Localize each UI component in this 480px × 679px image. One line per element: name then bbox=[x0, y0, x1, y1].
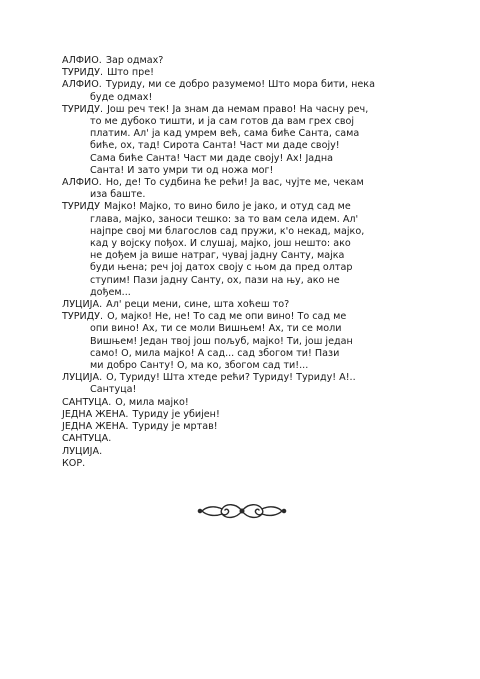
dialogue-line bbox=[62, 421, 424, 433]
dialogue-line bbox=[62, 311, 424, 323]
dialogue-line bbox=[62, 446, 424, 458]
speech-line: Санта! И зато умри ти од ножа мог! bbox=[90, 164, 274, 176]
speech-line: Туриду, ми се добро разумемо! Што мора бити, нека bbox=[105, 79, 375, 91]
dialogue-line bbox=[62, 177, 424, 189]
dialogue-line bbox=[62, 458, 424, 470]
speech-line: буди њена; реч јој датох своју с њом да пред олтар bbox=[90, 262, 353, 274]
speaker-name: САНТУЦА. bbox=[62, 396, 112, 408]
dialogue-line bbox=[62, 299, 424, 311]
speaker-name: ЛУЦИЈА. bbox=[62, 445, 103, 457]
speech-line: Туриду је мртав! bbox=[132, 421, 218, 433]
speech-line: опи вино! Ах, ти се моли Вишњем! Ах, ти се моли bbox=[90, 323, 342, 335]
speech-line: Зар одмах? bbox=[105, 55, 164, 66]
dialogue-entry bbox=[62, 79, 424, 103]
dialogue-entry bbox=[62, 104, 424, 177]
dialogue-entry bbox=[62, 67, 424, 79]
dialogue-line bbox=[62, 372, 424, 384]
speech-line: Вишњем! Један твој још пољуб, мајко! Ти, још један bbox=[90, 335, 353, 347]
speech-line: Туриду је убијен! bbox=[132, 408, 220, 420]
dialogue-line bbox=[62, 104, 424, 116]
dialogue-entry bbox=[62, 177, 424, 201]
speech-line: не дођем ја више натраг, чувај јадну Санту, мајка bbox=[90, 250, 345, 262]
dialogue-line bbox=[62, 397, 424, 409]
speech-line: О, мајко! Не, не! То сад ме опи вино! То сад ме bbox=[107, 311, 347, 323]
speech-line: иза баште. bbox=[90, 189, 146, 201]
dialogue-line bbox=[62, 67, 424, 79]
dialogue-entry bbox=[62, 201, 424, 299]
speech-line: дођем... bbox=[90, 286, 131, 298]
dialogue-entry bbox=[62, 433, 424, 445]
speaker-name: ТУРИДУ bbox=[62, 201, 101, 213]
dialogue-entry bbox=[62, 446, 424, 458]
dialogue-entry bbox=[62, 409, 424, 421]
speaker-name: ТУРИДУ. bbox=[62, 67, 104, 79]
dialogue-line bbox=[62, 409, 424, 421]
decorative-ornament-icon bbox=[196, 500, 288, 522]
dialogue-entry bbox=[62, 458, 424, 470]
speech-line: Сама биће Санта! Част ми даде своју! Ах! Јадна bbox=[90, 152, 333, 164]
speech-line: кад у војску пођох. И слушај, мајко, још нешто: ако bbox=[90, 238, 351, 250]
speaker-name: ЛУЦИЈА. bbox=[62, 299, 103, 311]
speaker-name: ЈЕДНА ЖЕНА. bbox=[62, 421, 129, 433]
speech-line: Ал' реци мени, сине, шта хоћеш то? bbox=[106, 299, 290, 311]
dialogue-entry bbox=[62, 55, 424, 67]
speech-line: Сантуца! bbox=[90, 384, 137, 396]
speaker-name: ТУРИДУ. bbox=[62, 103, 104, 115]
script-text bbox=[62, 55, 424, 470]
dialogue-entry bbox=[62, 372, 424, 396]
dialogue-line bbox=[62, 79, 424, 91]
dialogue-line bbox=[62, 433, 424, 445]
speaker-name: КОР. bbox=[62, 457, 86, 469]
dialogue-entry bbox=[62, 311, 424, 372]
speaker-name: ТУРИДУ. bbox=[62, 311, 104, 323]
dialogue-line bbox=[62, 201, 424, 213]
speech-line: О, мила мајко! bbox=[115, 396, 189, 408]
speech-line: буде одмах! bbox=[90, 91, 153, 103]
speaker-name: ЈЕДНА ЖЕНА. bbox=[62, 408, 129, 420]
speech-line: Но, де! То судбина ће рећи! Ја вас, чујте ме, чекам bbox=[105, 177, 364, 189]
dialogue-entry bbox=[62, 421, 424, 433]
speech-line: то ме дубоко тишти, и ја сам готов да вам грех свој bbox=[90, 116, 355, 128]
dialogue-entry bbox=[62, 397, 424, 409]
speech-line: само! О, мила мајко! А сад... сад збогом ти! Пази bbox=[90, 347, 340, 359]
speech-line: О, Туриду! Шта хтеде рећи? Туриду! Туриду! А!.. bbox=[106, 372, 356, 384]
speech-line: Још реч тек! Ја знам да немам право! На часну реч, bbox=[107, 103, 369, 115]
dialogue-entry bbox=[62, 299, 424, 311]
speech-line: платим. Ал' ја кад умрем већ, сама биће Санта, сама bbox=[90, 128, 360, 140]
speaker-name: АЛФИО. bbox=[62, 79, 102, 91]
speech-line: Мајко! Мајко, то вино било је јако, и отуд сад ме bbox=[104, 201, 351, 213]
speech-line: Што пре! bbox=[107, 67, 154, 79]
dialogue-line bbox=[62, 55, 424, 67]
speech-line: најпре свој ми благослов сад пружи, к'о некад, мајко, bbox=[90, 225, 365, 237]
speaker-name: ЛУЦИЈА. bbox=[62, 372, 103, 384]
speaker-name: АЛФИО. bbox=[62, 55, 102, 66]
speech-line: ми добро Санту! О, ма ко, збогом сад ти!... bbox=[90, 360, 309, 372]
speech-line: биће, ох, тад! Сирота Санта! Част ми даде своју! bbox=[90, 140, 340, 152]
speaker-name: САНТУЦА. bbox=[62, 433, 112, 445]
speech-line: глава, мајко, заноси тешко: за то вам села идем. Ал' bbox=[90, 213, 359, 225]
speech-line: ступим! Пази јадну Санту, ох, пази на њу, ако не bbox=[90, 274, 340, 286]
speaker-name: АЛФИО. bbox=[62, 177, 102, 189]
